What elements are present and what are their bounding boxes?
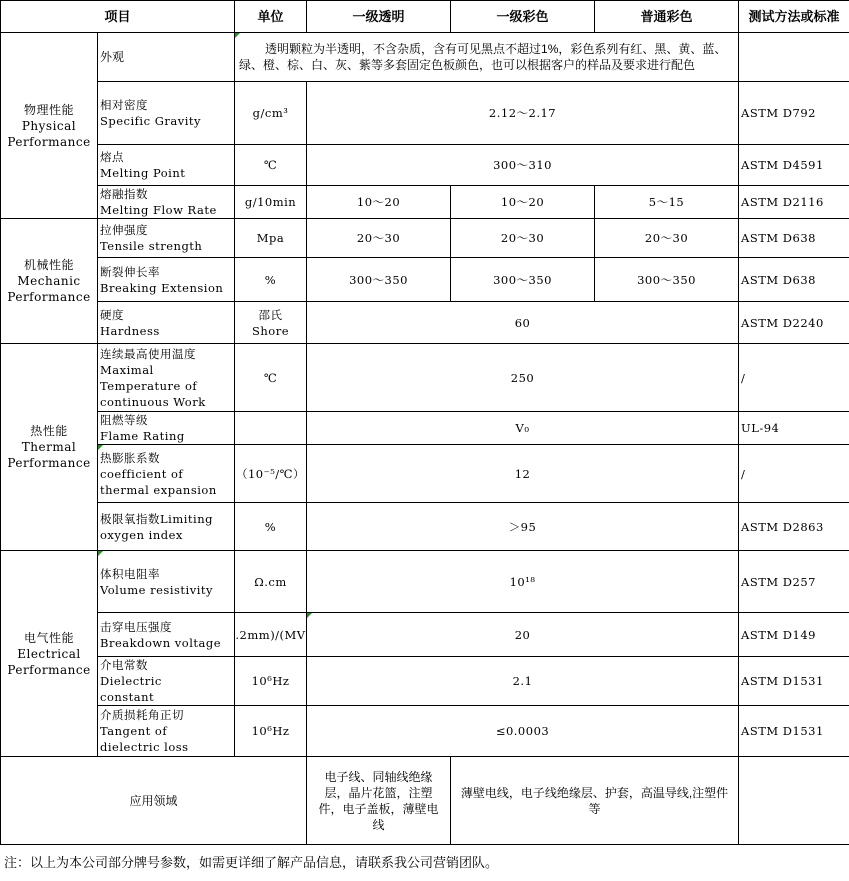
cte-name: 热膨胀系数 coefficient of thermal expansion <box>98 445 235 503</box>
loss-name: 介质损耗角正切 Tangent of dielectric loss <box>98 706 235 757</box>
row-gravity <box>1 82 849 145</box>
loi-name: 极限氧指数Limiting oxygen index <box>98 503 235 551</box>
application-color: 薄壁电线，电子线绝缘层、护套，高温导线,注塑件等 <box>451 757 739 845</box>
dielectric-method: ASTM D1531 <box>739 657 849 706</box>
elongation-v2: 300～350 <box>451 258 595 302</box>
header-color1: 一级彩色 <box>451 1 595 33</box>
cte-unit: （10⁻⁵/℃） <box>235 445 307 503</box>
header-method: 测试方法或标准 <box>739 1 849 33</box>
mfr-v3: 5～15 <box>595 186 739 219</box>
row-dielectric <box>1 657 849 706</box>
category-physical: 物理性能 Physical Performance <box>1 33 98 219</box>
row-loi <box>1 503 849 551</box>
loss-unit: 10⁶Hz <box>235 706 307 757</box>
resistivity-value: 10¹⁸ <box>307 551 739 613</box>
row-breakdown <box>1 613 849 657</box>
gravity-name: 相对密度 Specific Gravity <box>98 82 235 145</box>
header-clear: 一级透明 <box>307 1 451 33</box>
flame-method: UL-94 <box>739 412 849 445</box>
row-flame <box>1 412 849 445</box>
mfr-v1: 10～20 <box>307 186 451 219</box>
footnote: 注：以上为本公司部分牌号参数，如需更详细了解产品信息，请联系我公司营销团队。 <box>4 856 499 871</box>
application-clear: 电子线、同轴线绝缘层，晶片花篮，注塑件，电子盖板，薄壁电线 <box>307 757 451 845</box>
header-row <box>1 1 849 33</box>
loss-method: ASTM D1531 <box>739 706 849 757</box>
header-unit: 单位 <box>235 1 307 33</box>
dielectric-value: 2.1 <box>307 657 739 706</box>
melting-name: 熔点 Melting Point <box>98 145 235 186</box>
row-application <box>1 757 849 845</box>
cte-value: 12 <box>307 445 739 503</box>
category-thermal: 热性能 Thermal Performance <box>1 344 98 551</box>
gravity-value: 2.12～2.17 <box>307 82 739 145</box>
resistivity-name: 体积电阻率 Volume resistivity <box>98 551 235 613</box>
appearance-name: 外观 <box>98 33 235 82</box>
flame-name: 阻燃等级 Flame Rating <box>98 412 235 445</box>
elongation-name: 断裂伸长率 Breaking Extension <box>98 258 235 302</box>
flame-value: V₀ <box>307 412 739 445</box>
loss-value: ≤0.0003 <box>307 706 739 757</box>
row-cte <box>1 445 849 503</box>
dielectric-unit: 10⁶Hz <box>235 657 307 706</box>
gravity-method: ASTM D792 <box>739 82 849 145</box>
maxtemp-value: 250 <box>307 344 739 412</box>
gravity-unit: g/cm³ <box>235 82 307 145</box>
tensile-v3: 20～30 <box>595 219 739 258</box>
melting-method: ASTM D4591 <box>739 145 849 186</box>
hardness-method: ASTM D2240 <box>739 302 849 344</box>
category-electrical: 电气性能 Electrical Performance <box>1 551 98 757</box>
cte-method: / <box>739 445 849 503</box>
elongation-v3: 300～350 <box>595 258 739 302</box>
tensile-name: 拉伸强度 Tensile strength <box>98 219 235 258</box>
loi-unit: % <box>235 503 307 551</box>
loi-method: ASTM D2863 <box>739 503 849 551</box>
header-item: 项目 <box>1 1 235 33</box>
application-label: 应用领域 <box>1 757 307 845</box>
tensile-v2: 20～30 <box>451 219 595 258</box>
application-method <box>739 757 849 845</box>
dielectric-name: 介电常数 Dielectric constant <box>98 657 235 706</box>
resistivity-unit: Ω.cm <box>235 551 307 613</box>
tensile-method: ASTM D638 <box>739 219 849 258</box>
hardness-value: 60 <box>307 302 739 344</box>
hardness-name: 硬度 Hardness <box>98 302 235 344</box>
row-loss <box>1 706 849 757</box>
row-hardness <box>1 302 849 344</box>
row-elongation <box>1 258 849 302</box>
mfr-name: 熔融指数 Melting Flow Rate <box>98 186 235 219</box>
elongation-method: ASTM D638 <box>739 258 849 302</box>
breakdown-name: 击穿电压强度 Breakdown voltage <box>98 613 235 657</box>
breakdown-unit: .2mm)/(MV <box>235 613 307 657</box>
melting-unit: ℃ <box>235 145 307 186</box>
mfr-v2: 10～20 <box>451 186 595 219</box>
hardness-unit: 邵氏 Shore <box>235 302 307 344</box>
mfr-unit: g/10min <box>235 186 307 219</box>
maxtemp-name: 连续最高使用温度 Maximal Temperature of continuous Work <box>98 344 235 412</box>
row-resistivity <box>1 551 849 613</box>
appearance-method <box>739 33 849 82</box>
tensile-v1: 20～30 <box>307 219 451 258</box>
tensile-unit: Mpa <box>235 219 307 258</box>
breakdown-value: 20 <box>307 613 739 657</box>
category-mechanic: 机械性能 Mechanic Performance <box>1 219 98 344</box>
maxtemp-method: / <box>739 344 849 412</box>
row-mfr <box>1 186 849 219</box>
appearance-value: 透明颗粒为半透明，不含杂质，含有可见黑点不超过1%，彩色系列有红、黑、黄、蓝、绿、橙、棕、白、灰、紫等多套固定色板颜色，也可以根据客户的样品及要求进行配色 <box>235 33 739 82</box>
maxtemp-unit: ℃ <box>235 344 307 412</box>
melting-value: 300～310 <box>307 145 739 186</box>
row-tensile <box>1 219 849 258</box>
mfr-method: ASTM D2116 <box>739 186 849 219</box>
header-color2: 普通彩色 <box>595 1 739 33</box>
row-appearance <box>1 33 849 82</box>
row-maxtemp <box>1 344 849 412</box>
loi-value: ＞95 <box>307 503 739 551</box>
flame-unit <box>235 412 307 445</box>
elongation-unit: % <box>235 258 307 302</box>
resistivity-method: ASTM D257 <box>739 551 849 613</box>
breakdown-method: ASTM D149 <box>739 613 849 657</box>
row-melting <box>1 145 849 186</box>
elongation-v1: 300～350 <box>307 258 451 302</box>
